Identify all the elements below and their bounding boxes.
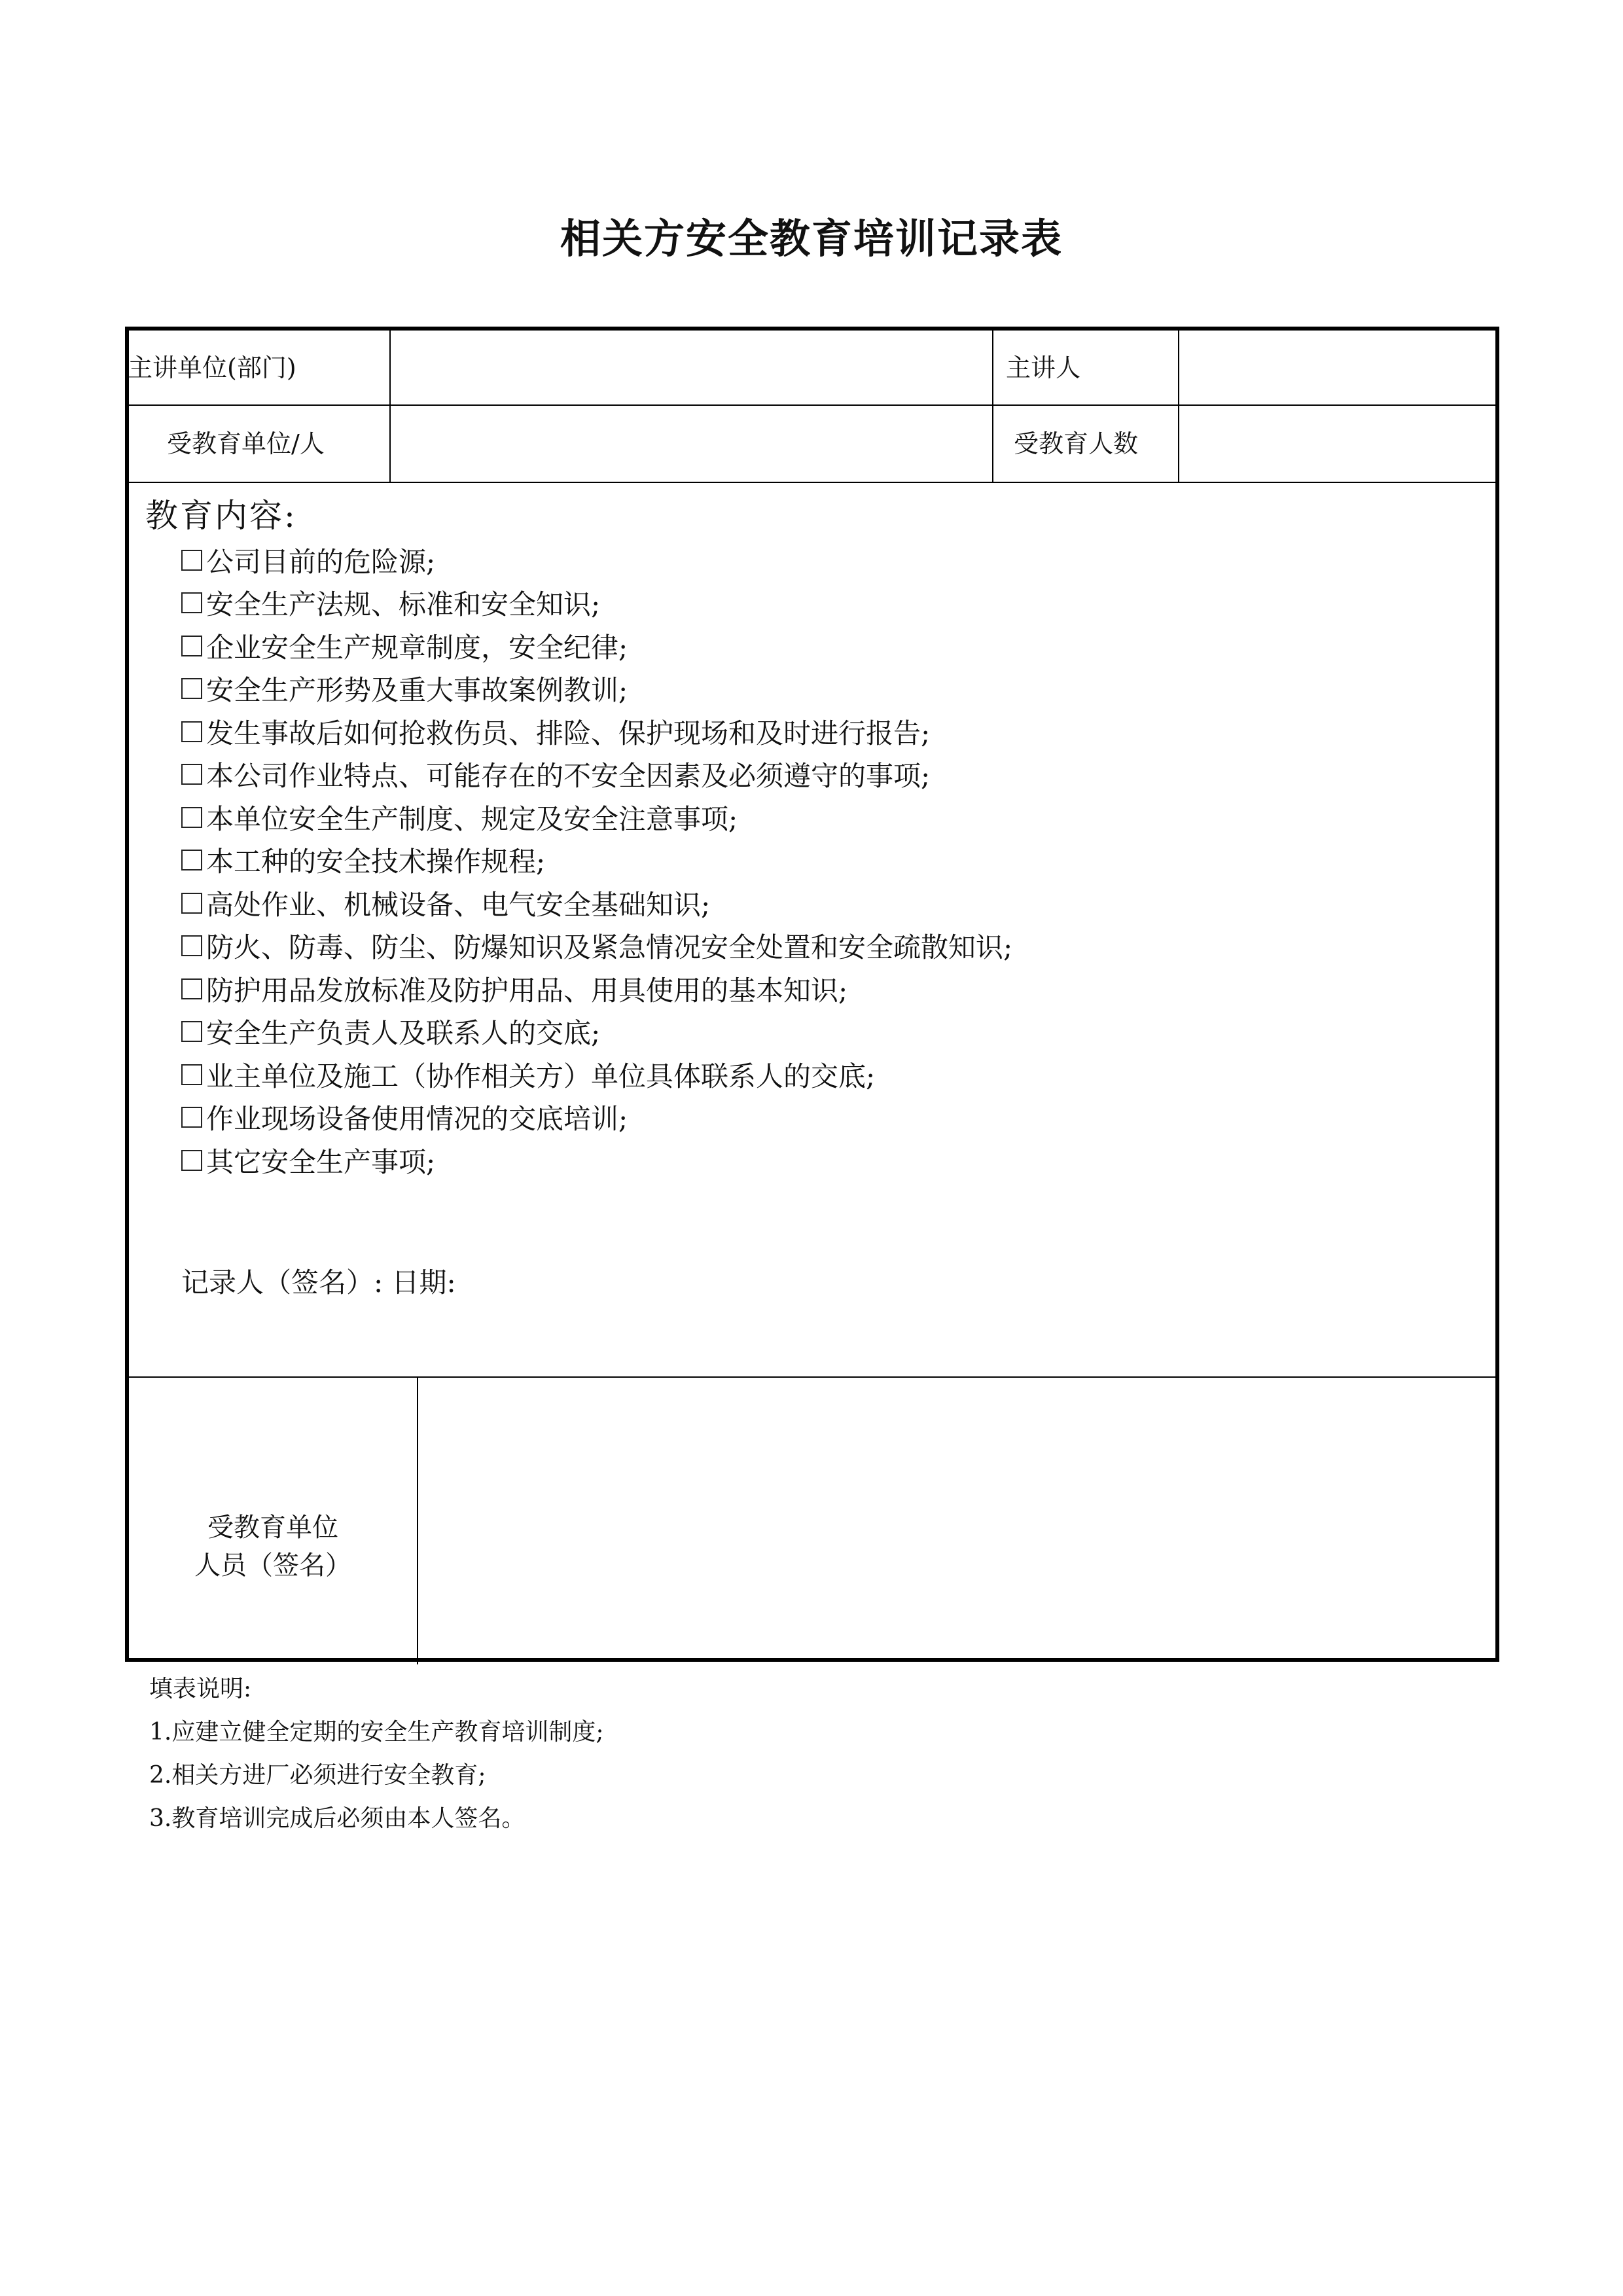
note-item: 3.教育培训完成后必须由本人签名。 <box>149 1805 526 1832</box>
content-item-text: 防护用品发放标准及防护用品、用具使用的基本知识; <box>206 974 848 1007</box>
trainee-count-field[interactable] <box>1181 406 1498 481</box>
checkbox[interactable] <box>181 893 202 914</box>
signature-label-line-2: 人员（签名） <box>194 1551 351 1581</box>
checkbox[interactable] <box>181 978 202 999</box>
content-item[interactable] <box>181 668 1012 711</box>
checkbox[interactable] <box>181 721 202 742</box>
row-divider-1 <box>129 404 1495 406</box>
checkbox[interactable] <box>181 636 202 656</box>
column-divider-3 <box>1178 331 1179 482</box>
content-item[interactable] <box>181 967 1012 1011</box>
content-item-text: 防火、防毒、防尘、防爆知识及紧急情况安全处置和安全疏散知识; <box>206 931 1013 964</box>
content-item[interactable] <box>181 1053 1012 1096</box>
checkbox[interactable] <box>181 1107 202 1128</box>
content-item-text: 安全生产法规、标准和安全知识; <box>206 588 601 621</box>
checkbox[interactable] <box>181 850 202 870</box>
form-title: 相关方安全教育培训记录表 <box>560 215 1063 262</box>
content-item-text: 其它安全生产事项; <box>206 1145 436 1178</box>
checkbox[interactable] <box>181 1150 202 1171</box>
content-item-text: 本工种的安全技术操作规程; <box>206 846 546 878</box>
content-item[interactable] <box>181 582 1012 625</box>
content-item-text: 作业现场设备使用情况的交底培训; <box>206 1103 628 1136</box>
note-item: 2.相关方进厂必须进行安全教育; <box>149 1762 486 1789</box>
content-item[interactable] <box>181 624 1012 668</box>
content-item[interactable] <box>181 1011 1012 1054</box>
lecturer-unit-field[interactable] <box>392 331 991 404</box>
trainee-unit-field[interactable] <box>392 406 991 481</box>
content-item-text: 高处作业、机械设备、电气安全基础知识; <box>206 888 711 921</box>
content-item-text: 企业安全生产规章制度，安全纪律; <box>206 631 628 664</box>
signature-label-line-1: 受教育单位 <box>207 1513 338 1543</box>
content-item[interactable] <box>181 710 1012 753</box>
content-item[interactable] <box>181 1096 1012 1139</box>
education-content-list <box>181 539 1012 1182</box>
checkbox[interactable] <box>181 935 202 956</box>
content-item[interactable] <box>181 839 1012 882</box>
recorder-signature-date[interactable]: 记录人（签名）: 日期: <box>181 1266 456 1299</box>
column-divider-2 <box>992 331 993 482</box>
content-item[interactable] <box>181 882 1012 925</box>
note-item: 1.应建立健全定期的安全生产教育培训制度; <box>149 1719 604 1746</box>
trainee-unit-label: 受教育单位/人 <box>167 429 325 458</box>
content-item[interactable] <box>181 753 1012 797</box>
checkbox[interactable] <box>181 764 202 785</box>
content-item-text: 安全生产形势及重大事故案例教训; <box>206 674 628 707</box>
lecturer-unit-label: 主讲单位(部门) <box>128 353 296 382</box>
content-item[interactable] <box>181 925 1012 968</box>
signature-column-divider <box>417 1376 418 1664</box>
notes-heading: 填表说明: <box>149 1676 252 1702</box>
fill-instructions <box>149 1668 603 1840</box>
content-item-text: 本单位安全生产制度、规定及安全注意事项; <box>206 802 738 835</box>
content-item-text: 发生事故后如何抢救伤员、排险、保护现场和及时进行报告; <box>206 717 931 749</box>
education-content-heading: 教育内容: <box>145 497 297 535</box>
column-divider-1 <box>389 331 391 482</box>
checkbox[interactable] <box>181 678 202 699</box>
trainee-signature-label <box>129 1509 417 1585</box>
content-item[interactable] <box>181 1139 1012 1182</box>
checkbox[interactable] <box>181 1064 202 1085</box>
content-item-text: 业主单位及施工（协作相关方）单位具体联系人的交底; <box>206 1060 876 1092</box>
checkbox[interactable] <box>181 592 202 613</box>
content-item-text: 本公司作业特点、可能存在的不安全因素及必须遵守的事项; <box>206 760 931 793</box>
trainee-signature-field[interactable] <box>419 1378 1498 1662</box>
checkbox[interactable] <box>181 550 202 571</box>
content-item[interactable] <box>181 796 1012 839</box>
lecturer-field[interactable] <box>1181 331 1498 404</box>
lecturer-label: 主讲人 <box>1006 353 1081 382</box>
row-divider-3 <box>129 1376 1495 1378</box>
content-item-text: 安全生产负责人及联系人的交底; <box>206 1017 601 1050</box>
trainee-count-label: 受教育人数 <box>1014 429 1139 458</box>
row-divider-2 <box>129 482 1495 483</box>
content-item[interactable] <box>181 539 1012 582</box>
content-item-text: 公司目前的危险源; <box>206 545 436 578</box>
training-record-form <box>125 327 1499 1662</box>
checkbox[interactable] <box>181 1021 202 1042</box>
checkbox[interactable] <box>181 807 202 828</box>
